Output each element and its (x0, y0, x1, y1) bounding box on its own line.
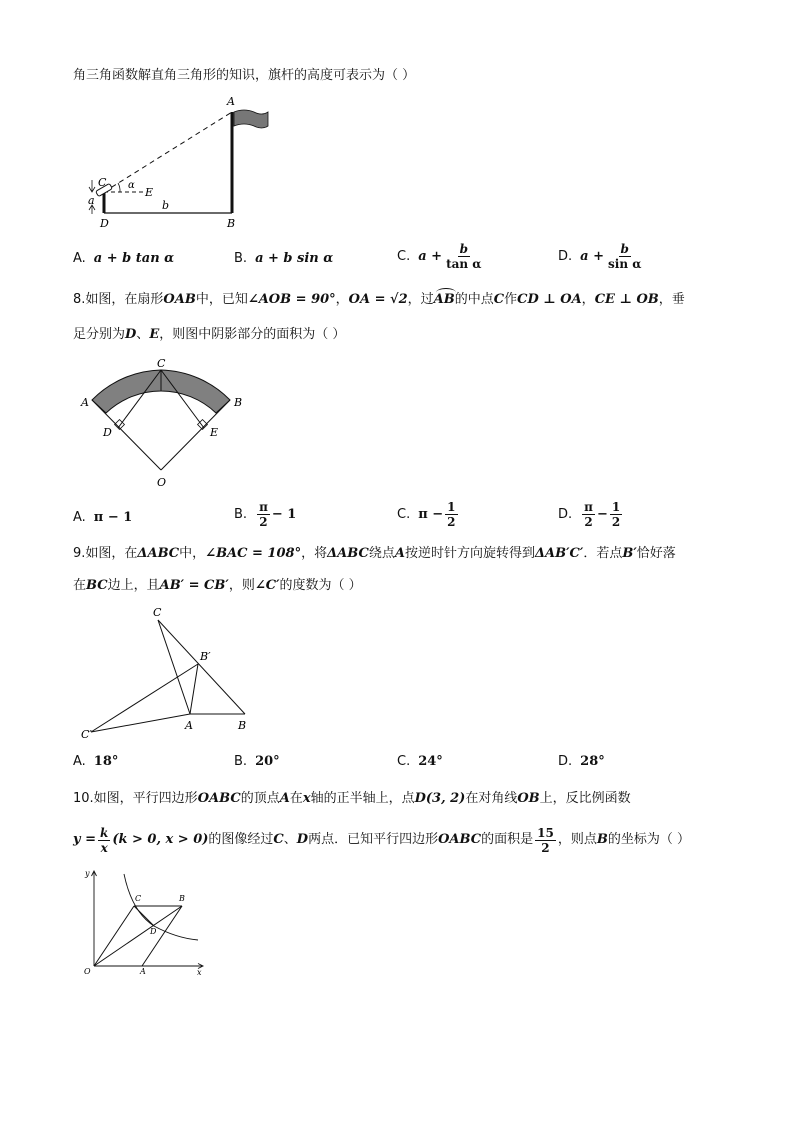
label-D: D (103, 426, 112, 439)
segment-ab1 (190, 664, 198, 714)
q10-stem-line2: y = $\frac{k}{x}$ (k > 0, x > 0) 的图像经过 C 、 D 两点．已知平行四边形 OABC 的面积是 $\frac{15}{2}$ ，则点 B 的坐标为（ ） (73, 825, 690, 855)
option-label: D. (558, 248, 573, 264)
side-co (94, 906, 134, 966)
sight-line-ca (104, 112, 232, 192)
fraction: $\frac{1}{2}$ (447, 500, 456, 529)
fraction: $\frac{\pi}{2}$ (584, 500, 593, 529)
label-C-prime: C′ (81, 728, 92, 740)
q7-stem-text: 角三角函数解直角三角形的知识，旗杆的高度可表示为（ ） (73, 68, 416, 83)
q9-stem-line2: 在BC边上，且AB′ = CB′，则∠C′的度数为（ ） (73, 578, 362, 593)
q7-option-c[interactable] (397, 242, 486, 271)
q7-stem-tail (73, 66, 415, 86)
option-label: B. (234, 754, 248, 769)
option-expr: − (596, 506, 608, 522)
fraction: $\frac{1}{2}$ (611, 500, 621, 529)
option-expr: a + b tan α (93, 251, 175, 266)
label-x: x (197, 968, 202, 977)
label-A: A (185, 719, 193, 732)
label-C: C (135, 894, 142, 903)
q8-stem-line2: 足分别为D、E，则图中阴影部分的面积为（ ） (73, 327, 346, 342)
fraction: $\frac{\pi}{2}$ (259, 500, 268, 529)
q10-stem-line1: 10.如图，平行四边形OABC的顶点A在x轴的正半轴上，点D(3, 2)在对角线OB上，反比例函数 (73, 791, 631, 806)
q7-option-b[interactable] (234, 249, 333, 269)
option-expr: π − (418, 506, 444, 522)
q7-option-a[interactable] (73, 249, 174, 269)
option-label: B. (234, 506, 248, 522)
shaded-region-right (161, 370, 230, 413)
segment-ca (158, 620, 190, 714)
q7-option-d[interactable] (558, 242, 645, 271)
label-A: A (81, 396, 89, 409)
option-label: B. (234, 251, 248, 266)
q8-option-d[interactable] (558, 500, 624, 529)
q8-option-b[interactable] (234, 500, 296, 529)
label-B: B (227, 217, 236, 230)
label-O: O (157, 476, 167, 489)
label-C: C (98, 176, 107, 189)
label-E: E (145, 186, 154, 199)
label-C: C (153, 606, 162, 619)
option-expr: a + (418, 248, 443, 264)
option-label: C. (397, 754, 411, 769)
arc-ab: AB (434, 292, 455, 307)
option-label: C. (397, 248, 411, 264)
diagonal-ob (94, 906, 182, 966)
fraction-area: $\frac{15}{2}$ (537, 825, 554, 855)
option-expr: − 1 (271, 506, 297, 522)
flag (234, 110, 268, 128)
q9-option-a[interactable] (73, 752, 118, 772)
q9-option-d[interactable] (558, 752, 605, 772)
label-D: D (150, 927, 157, 936)
label-E: E (210, 426, 219, 439)
option-expr: a + (580, 248, 604, 264)
radius-ob (161, 400, 230, 470)
q8-stem-line1: 8.如图，在扇形OAB中，已知∠AOB = 90°，OA = √2，过 AB的中点C作CD ⊥ OA，CE ⊥ OB，垂 (73, 290, 685, 310)
segment-cd (134, 906, 154, 926)
q8-option-a[interactable] (73, 508, 132, 528)
q7-flagpole-figure (84, 92, 284, 232)
segment-cb (158, 620, 245, 714)
option-label: C. (397, 506, 411, 522)
option-expr: a + b sin α (255, 251, 334, 266)
fraction-k-over-x: $\frac{k}{x}$ (99, 825, 109, 855)
q8-sector-figure (76, 358, 248, 490)
option-expr: 28° (580, 754, 605, 769)
option-expr: 24° (418, 754, 443, 769)
fraction: $\frac{b}{\text{sin α}}$ (608, 242, 642, 271)
label-B: B (234, 396, 243, 409)
option-label: D. (558, 754, 573, 769)
angle-arc-alpha (118, 183, 120, 192)
fraction: $\frac{b}{\text{tan α}}$ (446, 242, 482, 271)
label-B: B (238, 719, 247, 732)
option-label: A. (73, 754, 86, 769)
label-y: y (85, 869, 90, 878)
option-label: A. (73, 510, 86, 525)
q9-option-b[interactable] (234, 752, 280, 772)
option-label: A. (73, 251, 86, 266)
label-alpha: α (128, 180, 135, 191)
side-ab (142, 906, 182, 966)
label-b: b (162, 199, 170, 212)
q9-option-c[interactable] (397, 752, 443, 772)
q9-triangle-figure (78, 602, 258, 740)
option-expr: 18° (93, 754, 119, 769)
label-A: A (140, 967, 146, 976)
label-A: A (227, 95, 235, 108)
label-a: a (88, 194, 95, 207)
shaded-region-left (92, 370, 161, 413)
label-B: B (179, 894, 185, 903)
label-O: O (84, 967, 91, 976)
option-expr: 20° (255, 754, 280, 769)
label-C: C (157, 358, 166, 370)
q8-option-c[interactable] (397, 500, 460, 529)
option-expr: π − 1 (93, 510, 133, 525)
label-B-prime: B′ (200, 650, 211, 663)
label-D: D (100, 217, 109, 230)
option-label: D. (558, 506, 573, 522)
q9-stem-line1: 9.如图，在ΔABC中，∠BAC = 108°，将ΔABC绕点A按逆时针方向旋转得到ΔAB′C′．若点B′恰好落 (73, 546, 676, 561)
q10-coordinate-figure (80, 866, 208, 978)
